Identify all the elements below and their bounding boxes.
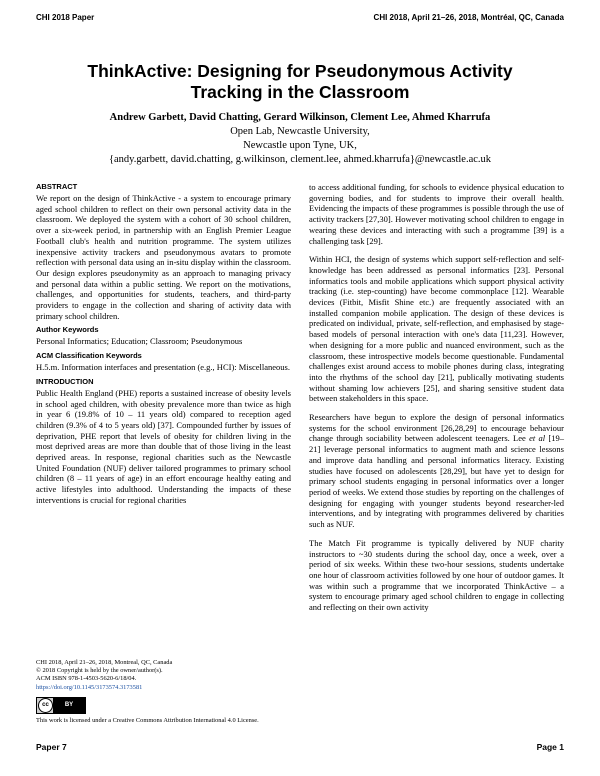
paragraph-text: Researchers have begun to explore the design of personal informatics systems for the school environment [26,28,29] to encourage behaviour change through sociability between adolescent teenagers. Lee: [309, 412, 564, 444]
footer-page-number: Page 1: [536, 742, 564, 752]
cc-by-icon: BY: [53, 698, 85, 713]
acm-text: H.5.m. Information interfaces and presentation (e.g., HCI): Miscellaneous.: [36, 362, 290, 373]
title-line-2: Tracking in the Classroom: [190, 82, 410, 102]
footnote-venue: CHI 2018, April 21–26, 2018, Montreal, QC, Canada: [36, 659, 173, 666]
et-al-italic: et al: [529, 433, 546, 444]
license-text: This work is licensed under a Creative Commons Attribution International 4.0 License.: [36, 716, 259, 724]
body-paragraph: [309, 412, 564, 530]
left-column: [36, 182, 291, 510]
abstract-section: [36, 182, 291, 321]
creative-commons-badge[interactable]: [36, 697, 86, 714]
keywords-text: Personal Informatics; Education; Classroom; Pseudonymous: [36, 336, 243, 347]
paragraph-text: [19–21] leverage personal informatics to augment math and science lessons and improve data handling and personal informatics literacy. Existing studies have focused on adolescents [28,29], but have yet to design for primary school students engaging in personal informatics over a longer period of weeks. We extend those studies by reporting on the challenges of designing for engaging with younger students beyond researcher-led interventions, and by integrating with programmes delivered by charities such as NUF.: [309, 433, 564, 530]
body-paragraph: The Match Fit programme is typically delivered by NUF charity instructors to ~30 students during the school day, once a week, over a period of six weeks. Within these two-hour sessions, students undertake one hour of classroom activities followed by one hour of outdoor games. It was within such a programme that we incorporated ThinkActive – a system to encourage primary aged school children to engage in collecting and reflecting on their own activity: [309, 537, 564, 613]
footnote-copyright: © 2018 Copyright is held by the owner/author(s).: [36, 667, 163, 675]
introduction-text: Public Health England (PHE) reports a sustained increase of obesity levels in school aged children, with obesity prevalence more than twice as high in year 6 (19.8% of 10 – 11 years old) compared to reception aged children (9.3% of 4 to 5 years old) [37]. Compounded further by issues of deprivation, PHE report that levels of obesity for children living in the most deprived areas are more than double that of those living in the least deprived areas. In response, regional charities such as the Newcastle United Foundation (NUF) deliver tailored programmes to primary school children (8 – 11 years of age) in an effort encourage healthy eating and active lifestyles into adulthood. Understanding the impacts of these interventions is crucial for regional charities: [36, 387, 291, 505]
author-emails: {andy.garbett, david.chatting, g.wilkinson, clement.lee, ahmed.kharrufa}@newcastle.ac.uk: [108, 154, 492, 165]
running-header-left: CHI 2018 Paper: [36, 13, 95, 22]
affiliation-line-1: Open Lab, Newcastle University,: [230, 126, 370, 137]
body-paragraph: Within HCI, the design of systems which support self-reflection and self-knowledge has been addressed as personal informatics [23]. Personal informatics tools and mobile applications which support physical activity tracking (i.e. step-counting) have become commonplace [12]. Wearable devices (Fitbit, Misfit Shine etc.) are frequently associated with an installed companion mobile application. The design of these devices is predicated on individual, private, self-reflection, and emphasised by stage-based models of personal interaction with one's data [11,23]. However, when designing for a more public and nuanced environment, such as the classroom, these introspective models become questionable. Fundamental challenges exist around access to mobile phones during class, integrating into the rhythms of the school day [21], publically motivating students without shaming low achievers [25], and sharing sensitive student data between stakeholders in this space.: [309, 254, 564, 404]
introduction-heading: INTRODUCTION: [36, 376, 94, 386]
footer-left: Paper 7: [36, 742, 67, 752]
abstract-heading: ABSTRACT: [36, 182, 78, 191]
author-names: Andrew Garbett, David Chatting, Gerard Wilkinson, Clement Lee, Ahmed Kharrufa: [109, 112, 491, 123]
keywords-heading: Author Keywords: [36, 325, 99, 335]
footnote-isbn: ACM ISBN 978-1-4503-5620-6/18/04.: [36, 675, 137, 683]
affiliation-line-2: Newcastle upon Tyne, UK,: [243, 140, 357, 151]
paper-title: [40, 61, 560, 103]
author-block: [20, 111, 580, 167]
doi-link[interactable]: https://doi.org/10.1145/3173574.3173581: [36, 683, 143, 691]
acm-heading: ACM Classification Keywords: [36, 351, 142, 361]
introduction-section: [36, 377, 291, 506]
body-paragraph: to access additional funding, for schools to evidence physical education to governing bodies, and for students to improve their overall health. Evidencing the impacts of these programmes is possible through the use of activity trackers [27,30]. However motivating school children to engage in wearing these devices and interacting with such a programme [39] is a challenging task [29].: [309, 182, 564, 246]
running-header-right: CHI 2018, April 21–26, 2018, Montréal, QC, Canada: [373, 13, 564, 22]
cc-icon: cc: [38, 698, 53, 713]
copyright-footnote: [36, 659, 291, 725]
right-column: [309, 182, 564, 621]
acm-section: [36, 351, 291, 373]
abstract-text: We report on the design of ThinkActive - a system to encourage primary aged school children to reflect on their own personal activity data in the classroom. We deployed the system with a cohort of 30 school children, over a six-week period, in partnership with an English Premier League Football club's health and nutrition programme. The system utilizes inexpensive activity trackers and pseudonymous avatars to promote reflection with personal data using an in-situ display within the classroom. Our design explores pseudonymity as an approach to managing privacy and personal data within a public setting. We report on the motivations, challenges, and opportunities for students, teachers, and third-party providers to engage in the collection and sharing of activity data with primary school children.: [36, 193, 291, 321]
title-line-1: ThinkActive: Designing for Pseudonymous Activity: [87, 61, 513, 81]
keywords-section: [36, 325, 291, 347]
